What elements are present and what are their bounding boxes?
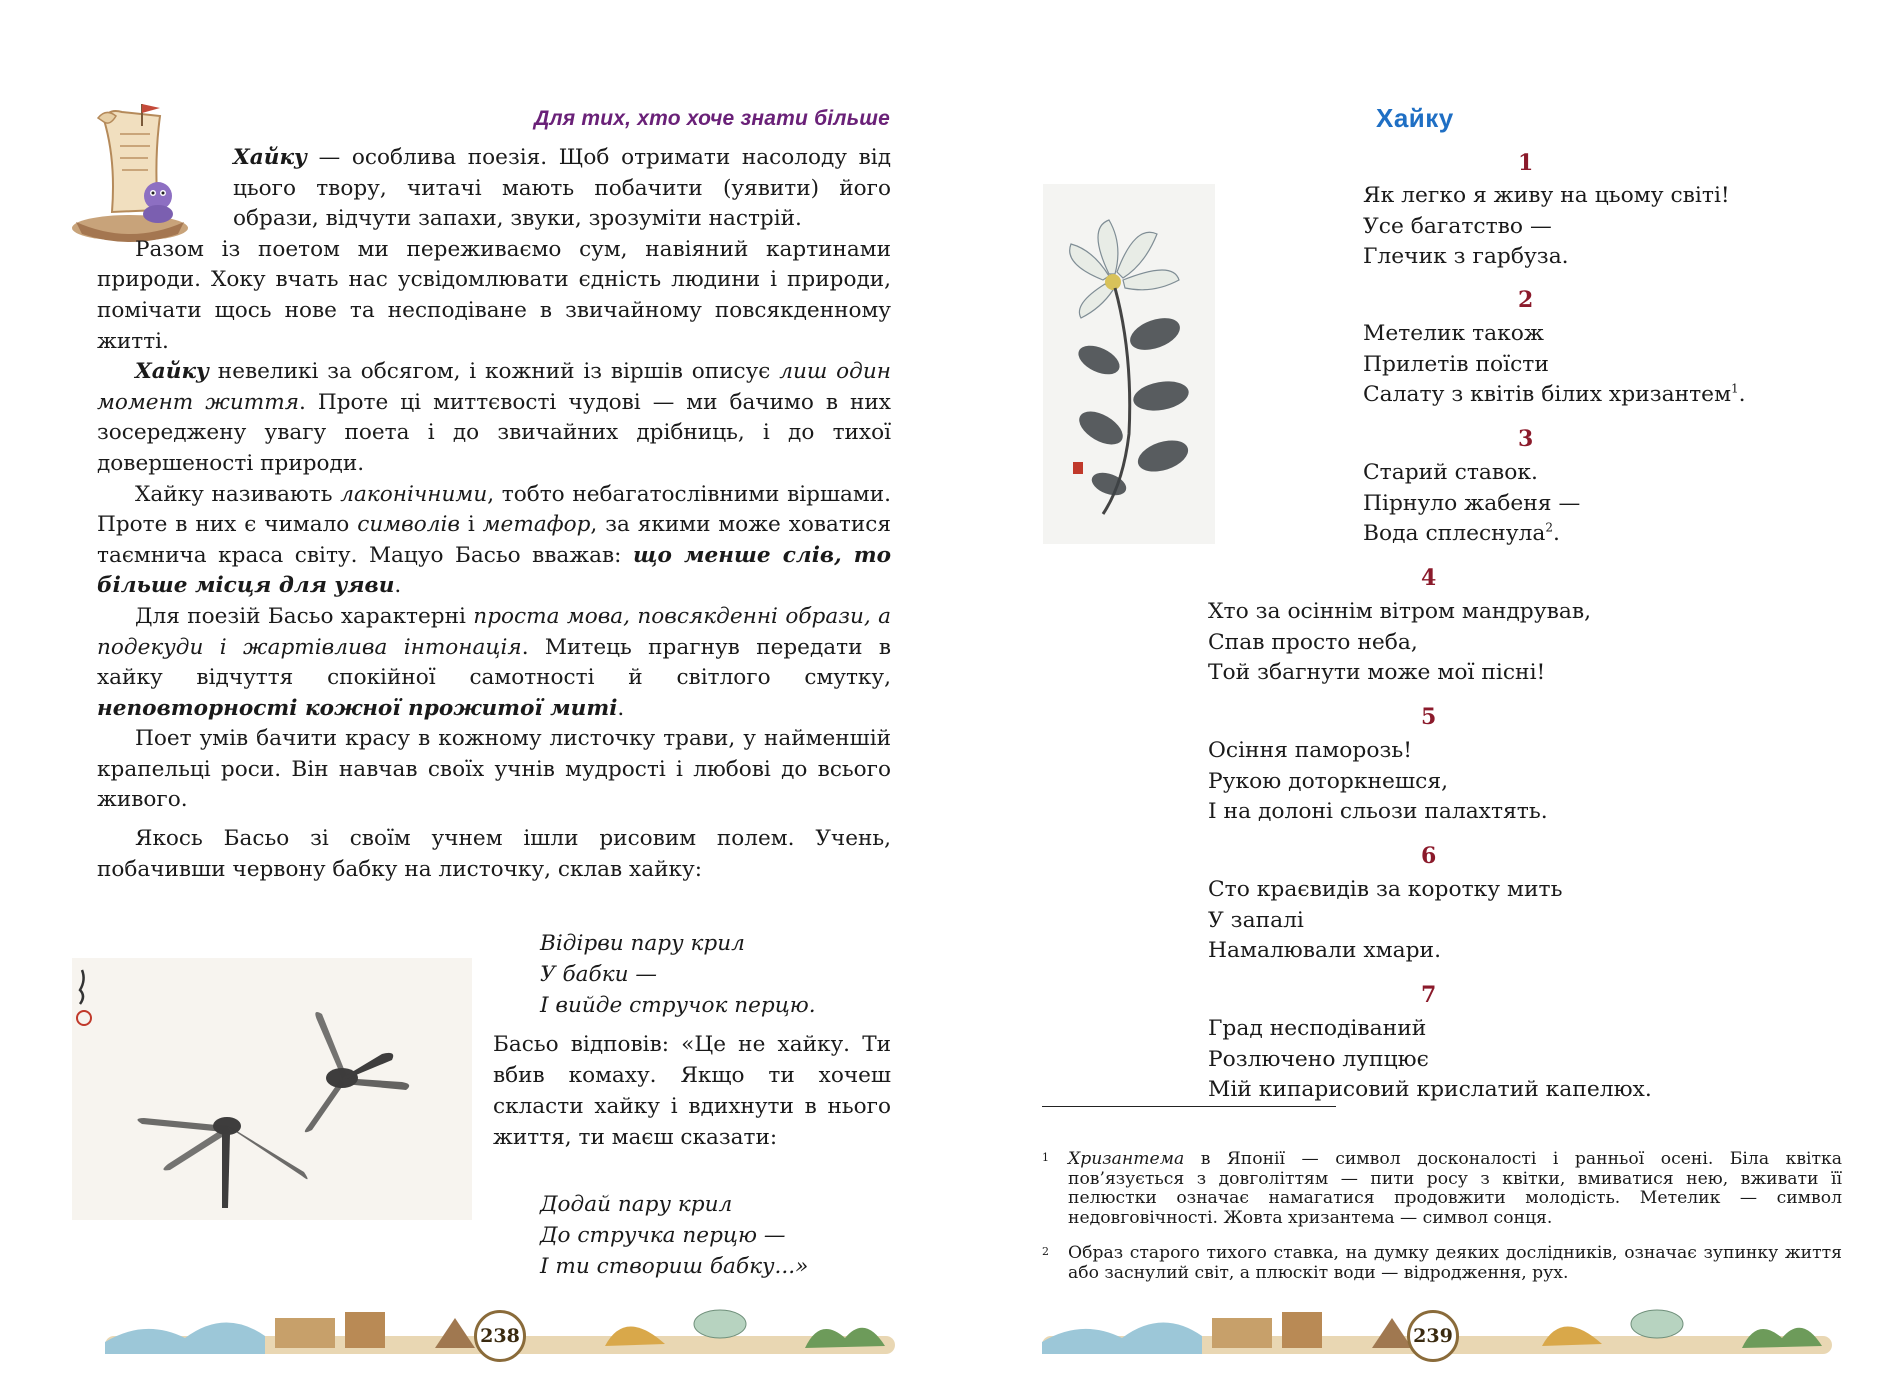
intro-paragraph xyxy=(97,824,891,885)
italic-phrase: символів xyxy=(357,512,460,538)
page-number: 238 xyxy=(474,1310,526,1362)
haiku-number: 1 xyxy=(1518,150,1534,176)
reply-text: Басьо відповів: «Це не хайку. Ти вбив комаху. Якщо ти хочеш скласти хайку і вдихнути в нього життя, ти маєш сказати: xyxy=(493,1032,891,1150)
haiku-number: 6 xyxy=(1421,843,1437,869)
right-page xyxy=(952,0,1904,1400)
footnote-ref[interactable]: 1 xyxy=(1731,381,1739,396)
footnote-text xyxy=(1068,1244,1842,1283)
poem-line-text: Салату з квітів білих хризантем xyxy=(1363,382,1732,407)
chrysanthemum-ink-painting xyxy=(1043,184,1215,544)
poem-line: Мій кипарисовий крислатий капелюх. xyxy=(1208,1077,1652,1102)
text-run: . xyxy=(394,573,402,599)
poem-line: Салату з квітів білих хризантем$^1$. xyxy=(1363,381,1746,407)
page-number: 239 xyxy=(1407,1310,1459,1362)
poem-line-text: Вода сплеснула xyxy=(1363,521,1546,546)
poem-line: Град несподіваний xyxy=(1208,1016,1427,1041)
footnote-ref[interactable]: 2 xyxy=(1545,520,1554,535)
poem-line: Той збагнути може мої пісні! xyxy=(1208,660,1546,685)
basho-reply xyxy=(493,1029,891,1153)
basho-haiku xyxy=(540,1189,808,1282)
poem-line: Глечик з гарбуза. xyxy=(1363,244,1569,269)
poem-line: Осіння паморозь! xyxy=(1208,738,1412,763)
footnote-divider xyxy=(1042,1106,1336,1107)
italic-phrase: проста мова, повсякденні образи, а подекуди і жартівлива інтонація xyxy=(97,603,891,660)
poem-line: Пірнуло жабеня — xyxy=(1363,490,1581,516)
text-run: Поет умів бачити красу в кожному листочку трави, у найменшій крапельці роси. Він навчав своїх учнів мудрості і любові до всього живого. xyxy=(97,726,891,813)
haiku-number: 5 xyxy=(1421,704,1437,730)
poem-line: Метелик також xyxy=(1363,321,1544,346)
intro-paragraph xyxy=(97,724,891,816)
poem-line: І вийде стручок перцю. xyxy=(540,993,816,1018)
sidebar-heading: Для тих, хто хоче знати більше xyxy=(534,107,890,130)
haiku-number: 3 xyxy=(1518,426,1534,452)
footnote xyxy=(1042,1244,1842,1283)
haiku-number: 7 xyxy=(1421,982,1437,1008)
emphasis-term: неповторності кожної прожитої миті xyxy=(97,695,618,721)
intro-paragraph xyxy=(97,480,891,602)
text-run: Для поезій Басьо характерні xyxy=(135,603,474,629)
italic-phrase: лиш один момент життя xyxy=(97,359,891,415)
poem-line: У запалі xyxy=(1208,907,1304,933)
poem-line: Старий ставок. xyxy=(1363,460,1538,485)
dragonfly-ink-painting xyxy=(72,958,472,1220)
text-run: , тобто небагатослівними віршами. Проте в них є чимало xyxy=(97,481,891,538)
poem-line: Як легко я живу на цьому світі! xyxy=(1363,183,1730,208)
haiku-number: 2 xyxy=(1518,287,1534,313)
haiku-poem xyxy=(1208,875,1562,967)
poem-line: Усе багатство — xyxy=(1363,213,1552,239)
poem-line: Спав просто неба, xyxy=(1208,629,1418,655)
poem-line: Відірви пару крил xyxy=(540,931,745,956)
haiku-poem xyxy=(1363,319,1746,411)
emphasis-term: Хайку xyxy=(135,359,209,385)
page-title: Хайку xyxy=(1376,103,1454,133)
intro-paragraph xyxy=(97,143,891,235)
footnote-mark: 2 xyxy=(1042,1245,1049,1258)
footnote xyxy=(1042,1150,1842,1228)
emphasis-term: що менше слів, то більше місця для уяви xyxy=(97,542,891,599)
poem-line: І ти створиш бабку...» xyxy=(540,1254,809,1279)
poem-line: Додай пару крил xyxy=(540,1192,733,1217)
poem-line: Рукою доторкнешся, xyxy=(1208,768,1449,794)
intro-paragraph xyxy=(97,602,891,724)
text-run: . Проте ці миттєвості чудові — ми бачимо в них зосереджену увагу поета і до звичайних дрібниць, і до тихої довершеності природи. xyxy=(97,389,891,476)
text-run: . xyxy=(617,695,625,721)
poem-line: Намалювали хмари. xyxy=(1208,938,1441,963)
haiku-poem xyxy=(1363,458,1580,550)
poem-line: І на долоні сльози палахтять. xyxy=(1208,799,1548,824)
text-run: , за якими може ховатися таємнича краса світу. Мацуо Басьо вважав: xyxy=(97,512,891,568)
intro-paragraph xyxy=(97,235,891,357)
footnote-body: в Японії — символ досконалості і ранньої осені. Біла квітка пов’язується з довголіттям — пити росу з квітки, вмиватися нею, вживати її пелюстки означає намагатися продовжити молодість. Метелик — символ недовговічності. Жовта хризантема — символ сонця. xyxy=(1068,1149,1842,1228)
text-run: Хайку називають xyxy=(135,481,341,507)
student-haiku xyxy=(540,928,816,1021)
poem-line: До стручка перцю — xyxy=(540,1223,786,1248)
haiku-poem xyxy=(1208,597,1591,689)
footnote-text xyxy=(1068,1150,1842,1228)
poem-line: Прилетів поїсти xyxy=(1363,351,1549,377)
text-run: і xyxy=(459,512,483,538)
footnote-body: Образ старого тихого ставка, на думку деяких дослідників, означає зупинку життя або заснулий світ, а плюскіт води — відродження, рух. xyxy=(1068,1243,1842,1283)
italic-phrase: метафор xyxy=(482,512,591,538)
poem-line: У бабки — xyxy=(540,962,657,987)
text-run: невеликі за обсягом, і кожний із віршів описує xyxy=(208,359,780,385)
emphasis-term: Хайку xyxy=(233,145,307,170)
poem-line: Хто за осіннім вітром мандрував, xyxy=(1208,599,1592,624)
italic-phrase: лаконічними xyxy=(340,481,488,507)
intro-text xyxy=(97,143,891,885)
poem-line: Сто краєвидів за коротку мить xyxy=(1208,877,1563,902)
footnote-term: Хризантема xyxy=(1068,1149,1185,1169)
haiku-number: 4 xyxy=(1421,565,1437,591)
text-run: Разом із поетом ми переживаємо сум, навіяний картинами природи. Хоку вчать нас усвідомлювати єдність людини і природи, помічати щось нове та несподіване в звичайному повсякденному житті. xyxy=(97,236,891,354)
poem-line: Вода сплеснула$^2$. xyxy=(1363,520,1560,546)
text-run: Якось Басьо зі своїм учнем ішли рисовим полем. Учень, побачивши червону бабку на листочку, склав хайку: xyxy=(97,826,891,882)
haiku-poem xyxy=(1208,736,1548,828)
text-run: . Митець прагнув передати в хайку відчуття спокійної самотності й світлого смутку, xyxy=(97,634,892,691)
footnote-mark: 1 xyxy=(1042,1151,1049,1164)
poem-line: Розлючено лупцює xyxy=(1208,1046,1429,1072)
intro-paragraph xyxy=(97,357,891,479)
haiku-poem xyxy=(1208,1014,1652,1106)
text-run: — особлива поезія. Щоб отримати насолоду від цього твору, читачі мають побачити (уявити) його образи, відчути запахи, звуки, зрозуміти настрій. xyxy=(233,145,891,232)
haiku-poem xyxy=(1363,181,1730,273)
